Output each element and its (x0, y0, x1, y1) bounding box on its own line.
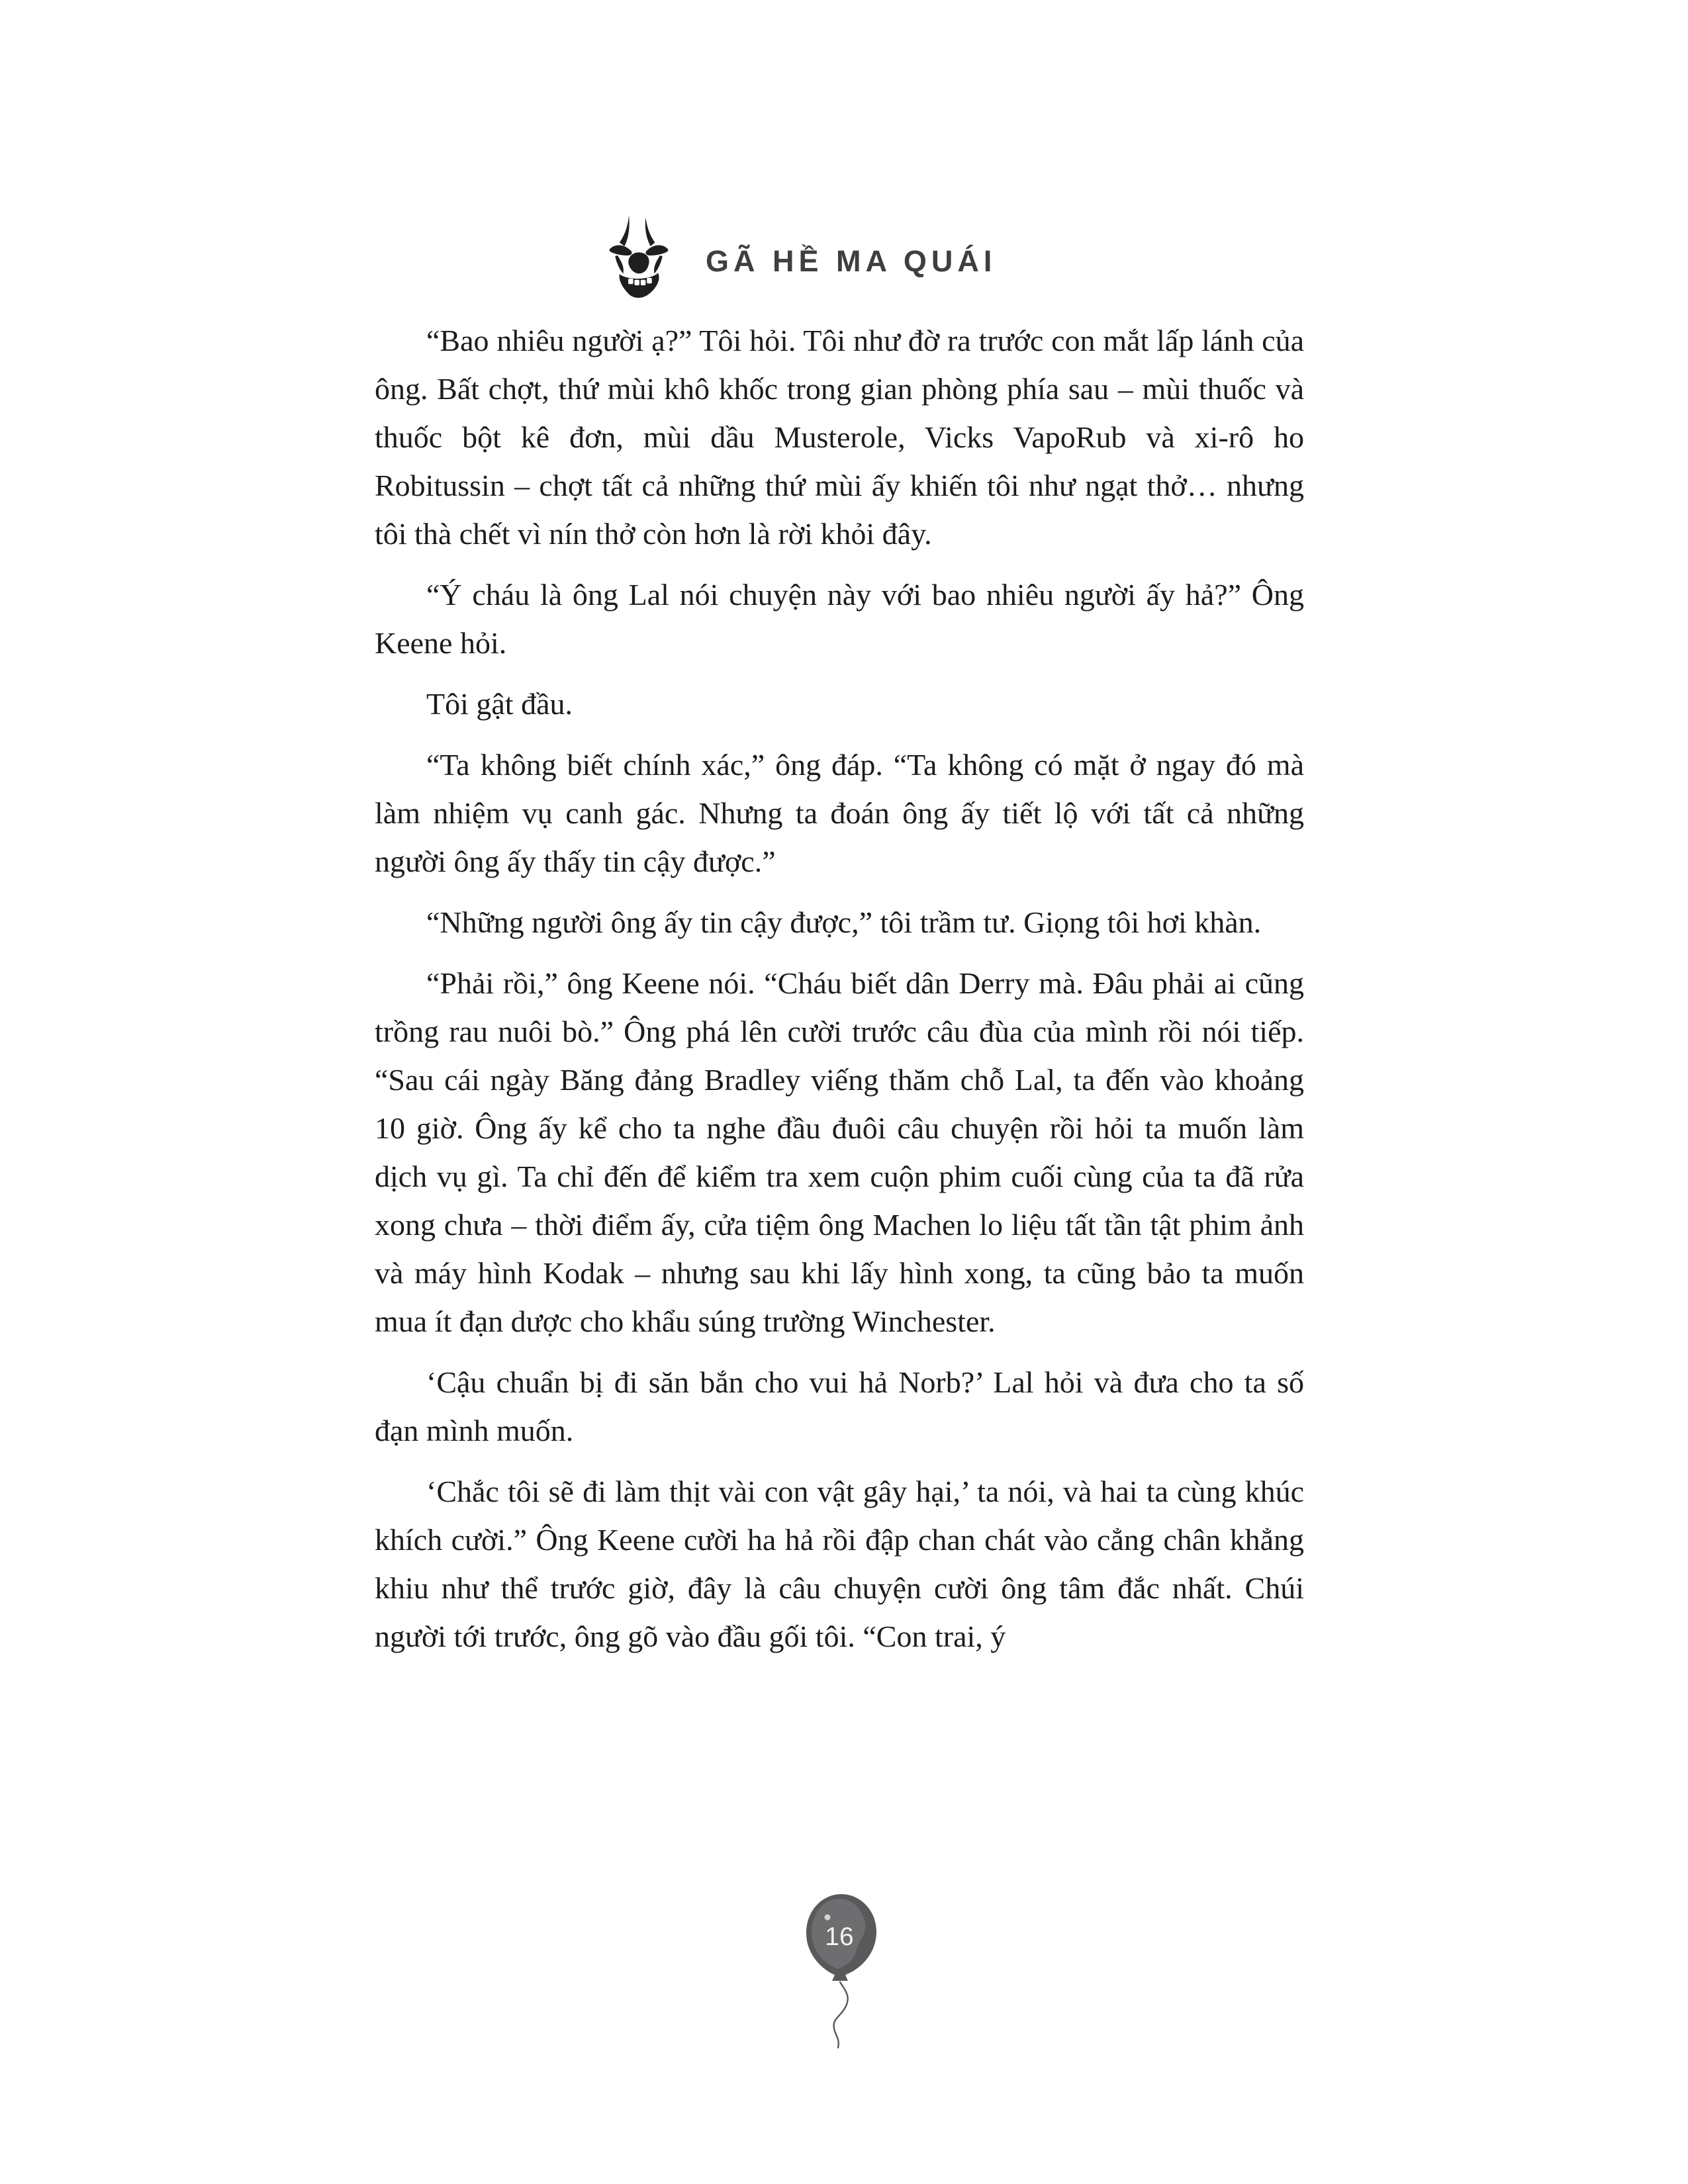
body-paragraph: “Bao nhiêu người ạ?” Tôi hỏi. Tôi như đờ ra trước con mắt lấp lánh của ông. Bất chợt, thứ mùi khô khốc trong gian phòng phía sau – mùi thuốc và thuốc bột kê đơn, mùi dầu Musterole, Vicks VapoRub và xi-rô ho Robitussin – chợt tất cả những thứ mùi ấy khiến tôi như ngạt thở… nhưng tôi thà chết vì nín thở còn hơn là rời khỏi đây. (375, 324, 1304, 551)
body-paragraph: Tôi gật đầu. (426, 687, 573, 721)
page-number: 16 (825, 1923, 854, 1951)
body-paragraph: ‘Chắc tôi sẽ đi làm thịt vài con vật gây hại,’ ta nói, và hai ta cùng khúc khích cười.” Ông Keene cười ha hả rồi đập chan chát vào cẳng chân khẳng khiu như thể trước giờ, đây là câu chuyện cười ông tâm đắc nhất. Chúi người tới trước, ông gõ vào đầu gối tôi. “Con trai, ý (375, 1475, 1304, 1653)
body-paragraph: “Ý cháu là ông Lal nói chuyện này với bao nhiêu người ấy hả?” Ông Keene hỏi. (375, 578, 1304, 660)
body-paragraph: ‘Cậu chuẩn bị đi săn bắn cho vui hả Norb?’ Lal hỏi và đưa cho ta số đạn mình muốn. (375, 1365, 1304, 1447)
chapter-title: GÃ HỀ MA QUÁI (706, 244, 997, 278)
body-text (375, 316, 1304, 1673)
body-paragraph: “Ta không biết chính xác,” ông đáp. “Ta không có mặt ở ngay đó mà làm nhiệm vụ canh gác. Nhưng ta đoán ông ấy tiết lộ với tất cả những người ông ấy thấy tin cậy được.” (375, 748, 1304, 878)
balloon-icon (800, 1891, 882, 2050)
chapter-header (608, 214, 996, 298)
body-paragraph: “Phải rồi,” ông Keene nói. “Cháu biết dân Derry mà. Đâu phải ai cũng trồng rau nuôi bò.” Ông phá lên cười trước câu đùa của mình rồi nói tiếp. “Sau cái ngày Băng đảng Bradley viếng thăm chỗ Lal, ta đến vào khoảng 10 giờ. Ông ấy kể cho ta nghe đầu đuôi câu chuyện rồi hỏi ta muốn làm dịch vụ gì. Ta chỉ đến để kiểm tra xem cuộn phim cuối cùng của ta đã rửa xong chưa – thời điểm ấy, cửa tiệm ông Machen lo liệu tất tần tật phim ảnh và máy hình Kodak – nhưng sau khi lấy hình xong, ta cũng bảo ta muốn mua ít đạn dược cho khẩu súng trường Winchester. (375, 966, 1304, 1338)
body-paragraph: “Những người ông ấy tin cậy được,” tôi trầm tư. Giọng tôi hơi khàn. (426, 905, 1262, 939)
pennywise-clown-icon (608, 214, 670, 298)
page-footer (800, 1891, 882, 2050)
